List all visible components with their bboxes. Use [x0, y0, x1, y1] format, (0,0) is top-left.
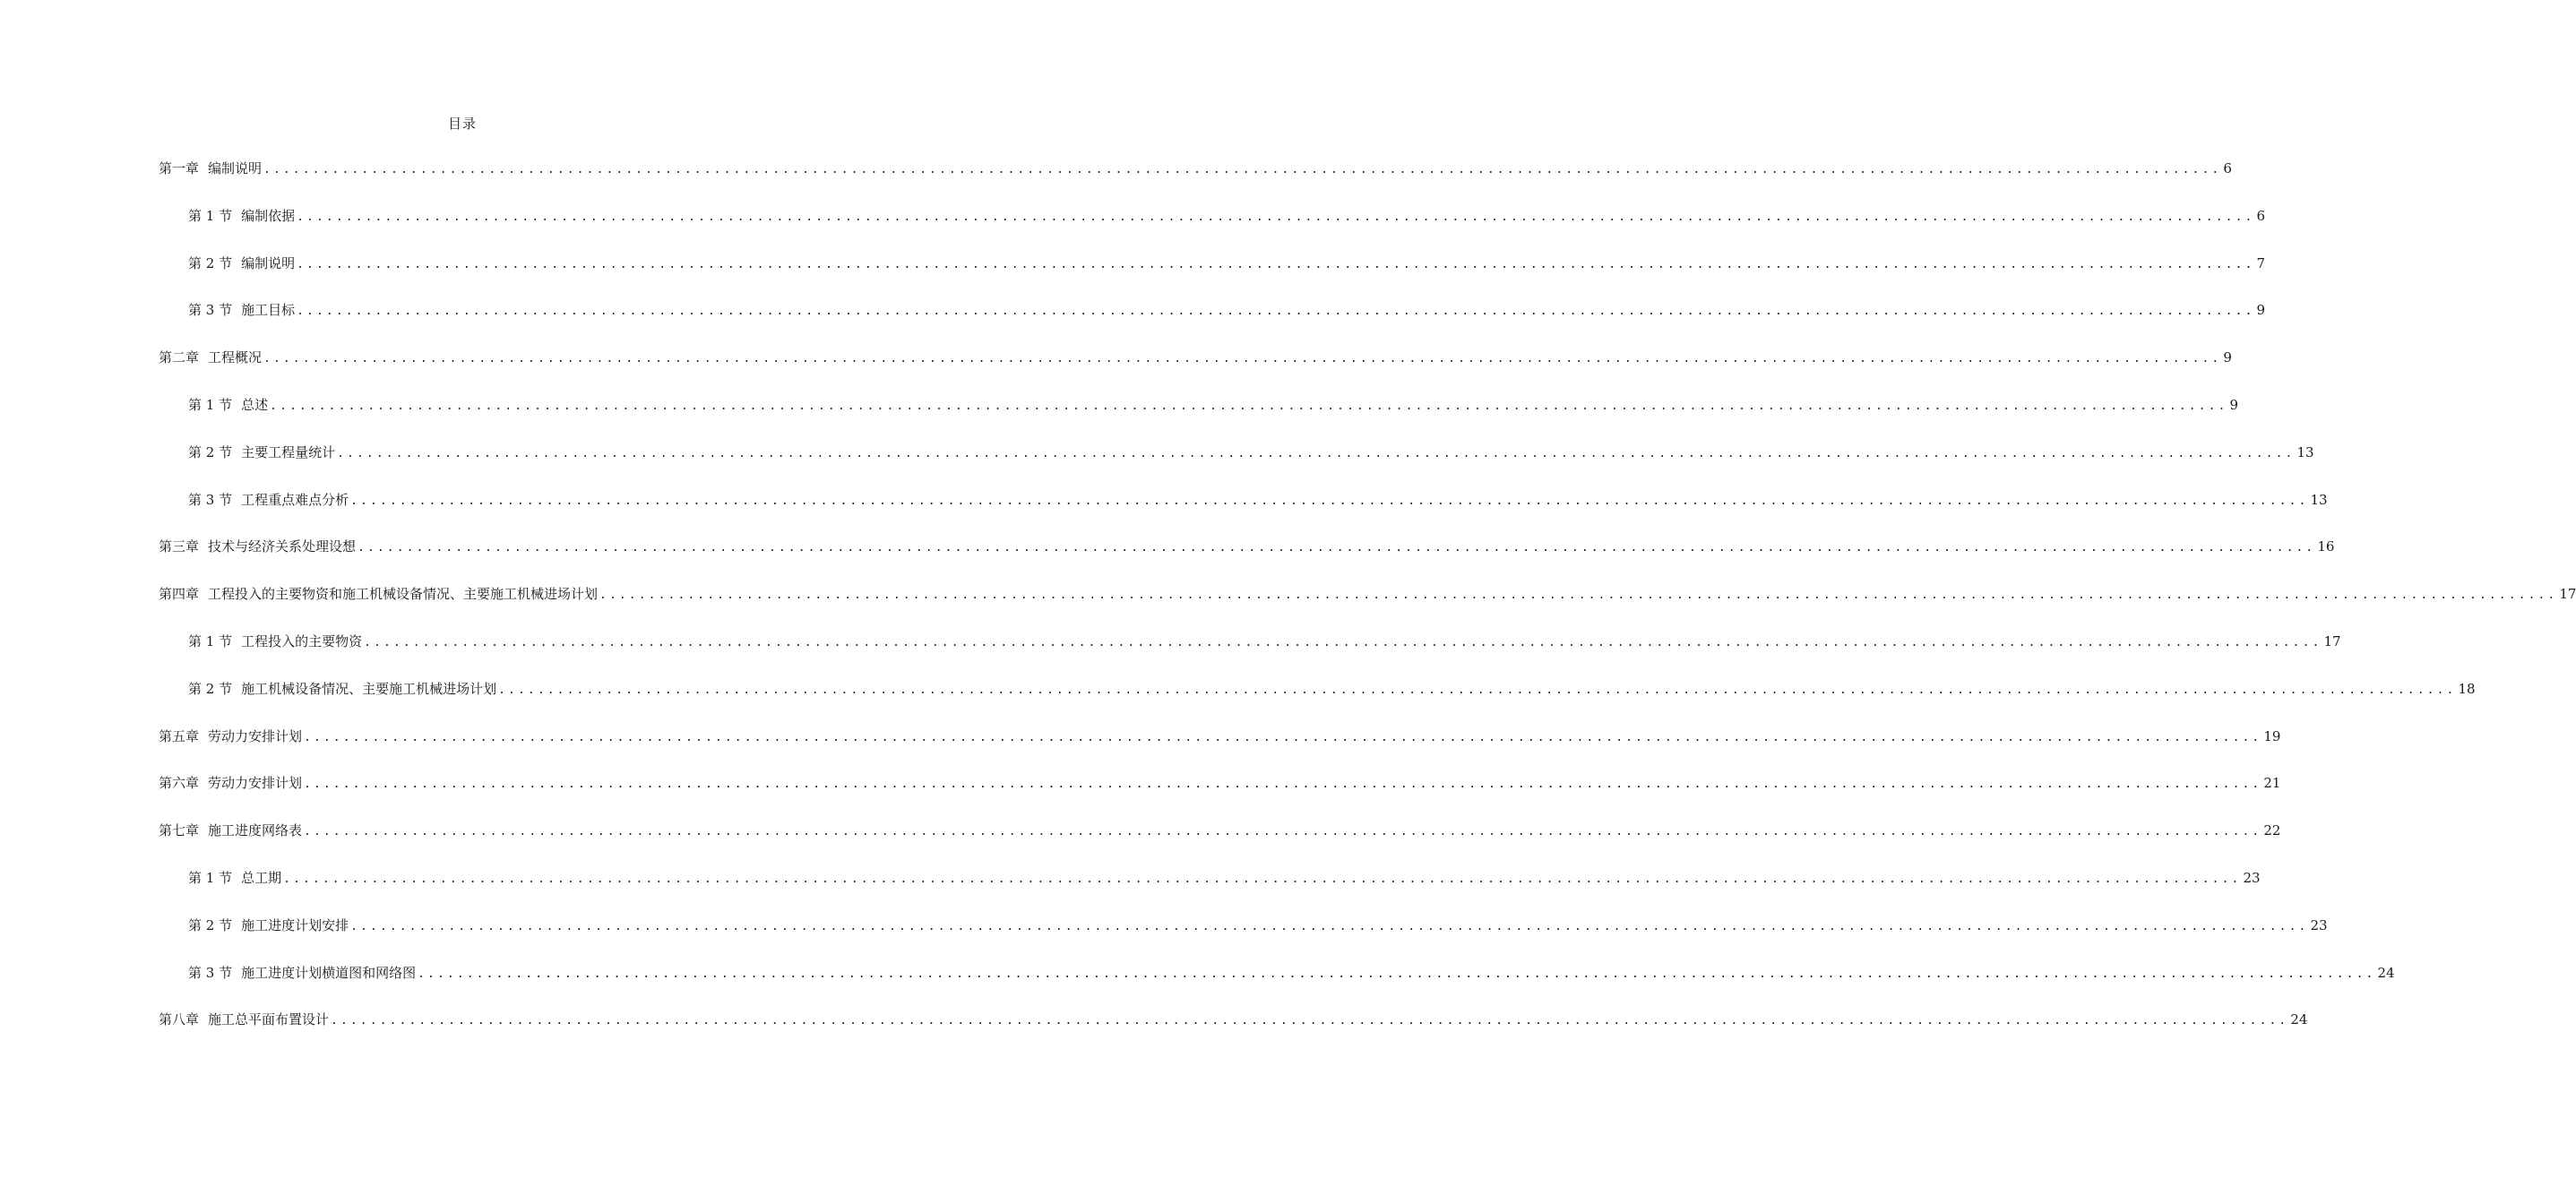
toc-section-entry[interactable] — [159, 443, 2314, 490]
toc-entry-number: 第 3 节 — [188, 491, 233, 508]
toc-entry-number: 第一章 — [159, 160, 200, 176]
toc-entry-number: 第 1 节 — [188, 396, 233, 413]
toc-dot-leader: ........................................................................................................................................................................................................ — [263, 352, 2222, 366]
toc-entry-number: 第四章 — [159, 586, 200, 603]
toc-entry-text: 施工进度计划安排 — [241, 916, 349, 933]
toc-dot-leader: ........................................................................................................................................................................................................ — [337, 446, 2296, 460]
toc-entry-text: 工程重点难点分析 — [241, 491, 349, 508]
toc-dot-leader: ........................................................................................................................................................................................................ — [304, 825, 2262, 839]
toc-entry-label — [188, 868, 281, 887]
toc-page-number: 21 — [2263, 775, 2281, 792]
toc-section-entry[interactable] — [159, 632, 2341, 679]
toc-entry-text: 施工目标 — [241, 302, 296, 319]
toc-entry-label — [159, 537, 356, 555]
toc-entry-text: 施工机械设备情况、主要施工机械进场计划 — [241, 680, 497, 697]
toc-section-entry[interactable] — [159, 963, 2395, 1010]
toc-dot-leader: ........................................................................................................................................................................................................ — [297, 210, 2255, 224]
toc-dot-leader: ........................................................................................................................................................................................................ — [304, 730, 2262, 744]
toc-page-number: 16 — [2317, 538, 2335, 555]
toc-entry-label — [188, 206, 295, 225]
toc-page-number: 19 — [2263, 727, 2281, 744]
toc-entry-text: 劳动力安排计划 — [208, 775, 303, 792]
toc-entry-label — [159, 1010, 329, 1028]
toc-entry-text: 劳动力安排计划 — [208, 727, 303, 744]
toc-dot-leader: ........................................................................................................................................................................................................ — [263, 163, 2222, 176]
toc-section-entry[interactable] — [159, 490, 2328, 538]
toc-dot-leader: ........................................................................................................................................................................................................ — [350, 494, 2309, 508]
toc-entry-label — [159, 821, 302, 839]
toc-section-entry[interactable] — [159, 679, 2476, 727]
toc-dot-leader: ........................................................................................................................................................................................................ — [364, 635, 2322, 649]
toc-section-entry[interactable] — [159, 395, 2238, 443]
toc-entry-text: 施工进度计划横道图和网络图 — [241, 964, 417, 981]
toc-page-number: 22 — [2263, 822, 2281, 839]
toc-chapter-entry[interactable] — [159, 537, 2335, 584]
toc-section-entry[interactable] — [159, 916, 2328, 963]
toc-entry-label — [188, 443, 335, 461]
toc-entry-number: 第 2 节 — [188, 916, 233, 933]
toc-dot-leader: ........................................................................................................................................................................................................ — [418, 967, 2376, 981]
toc-dot-leader: ........................................................................................................................................................................................................ — [498, 683, 2457, 697]
toc-entry-number: 第八章 — [159, 1011, 200, 1028]
toc-entry-label — [159, 159, 262, 177]
toc-entry-number: 第 2 节 — [188, 680, 233, 697]
toc-entry-text: 施工总平面布置设计 — [208, 1011, 330, 1028]
toc-entry-number: 第 3 节 — [188, 302, 233, 319]
toc-chapter-entry[interactable] — [159, 348, 2232, 395]
toc-entry-text: 技术与经济关系处理设想 — [208, 538, 357, 555]
toc-page-number: 7 — [2256, 254, 2265, 271]
toc-chapter-entry[interactable] — [159, 727, 2281, 774]
toc-chapter-entry[interactable] — [159, 773, 2281, 821]
toc-dot-leader: ........................................................................................................................................................................................................ — [599, 589, 2558, 603]
toc-section-entry[interactable] — [159, 206, 2265, 254]
toc-list — [159, 159, 2576, 1057]
toc-entry-number: 第六章 — [159, 775, 200, 792]
toc-section-entry[interactable] — [159, 300, 2265, 348]
toc-page-number: 13 — [2296, 443, 2314, 460]
toc-entry-number: 第 1 节 — [188, 869, 233, 886]
toc-entry-text: 主要工程量统计 — [241, 443, 336, 460]
toc-page-number: 24 — [2377, 964, 2395, 981]
toc-entry-label — [188, 300, 295, 319]
toc-entry-number: 第 1 节 — [188, 632, 233, 649]
toc-entry-label — [188, 916, 349, 934]
toc-entry-number: 第 1 节 — [188, 207, 233, 224]
toc-page-number: 24 — [2290, 1011, 2308, 1028]
toc-entry-label — [159, 727, 302, 745]
toc-chapter-entry[interactable] — [159, 1010, 2308, 1057]
toc-entry-text: 工程概况 — [208, 349, 263, 366]
toc-dot-leader: ........................................................................................................................................................................................................ — [350, 919, 2309, 933]
toc-entry-text: 编制依据 — [241, 207, 296, 224]
toc-entry-number: 第 2 节 — [188, 254, 233, 271]
toc-dot-leader: ........................................................................................................................................................................................................ — [358, 541, 2316, 555]
toc-entry-number: 第五章 — [159, 727, 200, 744]
toc-entry-label — [188, 395, 268, 414]
toc-entry-label — [159, 773, 302, 792]
toc-entry-number: 第二章 — [159, 349, 200, 366]
toc-page-number: 9 — [2229, 396, 2238, 413]
toc-page-number: 13 — [2310, 491, 2328, 508]
toc-section-entry[interactable] — [159, 868, 2261, 916]
toc-page-number: 6 — [2256, 207, 2265, 224]
toc-page-number: 23 — [2243, 869, 2261, 886]
toc-page-number: 17 — [2559, 586, 2576, 603]
toc-page-number: 6 — [2223, 160, 2232, 176]
toc-page-number: 9 — [2223, 349, 2232, 366]
toc-entry-text: 施工进度网络表 — [208, 822, 303, 839]
toc-page-number: 23 — [2310, 916, 2328, 933]
toc-page-number: 17 — [2323, 632, 2341, 649]
toc-dot-leader: ........................................................................................................................................................................................................ — [297, 257, 2255, 271]
toc-dot-leader: ........................................................................................................................................................................................................ — [331, 1014, 2289, 1028]
toc-entry-label — [188, 679, 496, 698]
toc-title: 目录 — [447, 116, 477, 132]
toc-entry-text: 编制说明 — [208, 160, 263, 176]
toc-entry-label — [188, 632, 362, 650]
toc-section-entry[interactable] — [159, 254, 2265, 301]
toc-entry-text: 总述 — [241, 396, 269, 413]
toc-entry-label — [159, 348, 262, 366]
toc-dot-leader: ........................................................................................................................................................................................................ — [283, 872, 2242, 886]
toc-page-number: 9 — [2256, 302, 2265, 319]
toc-dot-leader: ........................................................................................................................................................................................................ — [304, 778, 2262, 792]
toc-entry-number: 第三章 — [159, 538, 200, 555]
toc-dot-leader: ........................................................................................................................................................................................................ — [297, 305, 2255, 319]
toc-entry-label — [159, 584, 598, 603]
toc-entry-number: 第 3 节 — [188, 964, 233, 981]
toc-entry-label — [188, 254, 295, 272]
toc-page-number: 18 — [2458, 680, 2476, 697]
toc-entry-text: 总工期 — [241, 869, 282, 886]
toc-entry-number: 第七章 — [159, 822, 200, 839]
toc-entry-label — [188, 963, 416, 982]
toc-chapter-entry[interactable] — [159, 821, 2281, 868]
toc-entry-number: 第 2 节 — [188, 443, 233, 460]
toc-entry-text: 工程投入的主要物资和施工机械设备情况、主要施工机械进场计划 — [208, 586, 599, 603]
toc-chapter-entry[interactable] — [159, 159, 2232, 206]
toc-dot-leader: ........................................................................................................................................................................................................ — [270, 399, 2228, 413]
toc-entry-text: 工程投入的主要物资 — [241, 632, 363, 649]
toc-entry-text: 编制说明 — [241, 254, 296, 271]
toc-entry-label — [188, 490, 349, 509]
toc-chapter-entry[interactable] — [159, 584, 2576, 632]
